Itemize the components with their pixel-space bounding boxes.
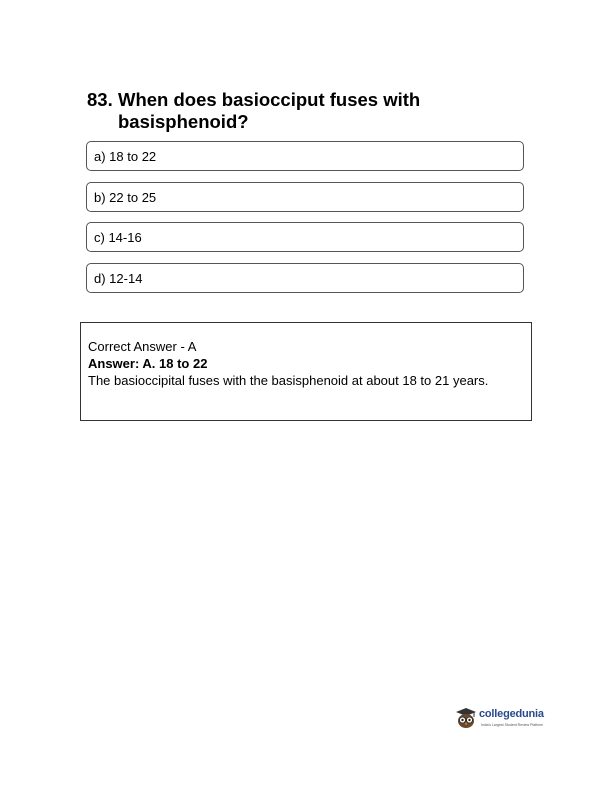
answer-box <box>80 322 532 421</box>
option-a[interactable]: a) 18 to 22 <box>86 141 524 171</box>
question-text-line1: When does basiocciput fuses with <box>118 89 421 110</box>
owl-mascot-icon <box>455 707 477 729</box>
question-text-line2: basisphenoid? <box>118 111 249 132</box>
collegedunia-logo <box>455 707 555 731</box>
question-heading <box>87 89 527 133</box>
question-number: 83. <box>87 89 113 110</box>
option-c[interactable]: c) 14-16 <box>86 222 524 252</box>
answer-line: Answer: A. 18 to 22 <box>88 356 208 371</box>
answer-explanation: The basioccipital fuses with the basisphenoid at about 18 to 21 years. <box>88 373 489 388</box>
logo-tagline: India's Largest Student Review Platform <box>481 723 544 727</box>
option-b[interactable]: b) 22 to 25 <box>86 182 524 212</box>
option-d[interactable]: d) 12-14 <box>86 263 524 293</box>
logo-brand-text: collegedunia <box>479 708 544 720</box>
correct-answer-text: Correct Answer - A <box>88 339 197 354</box>
